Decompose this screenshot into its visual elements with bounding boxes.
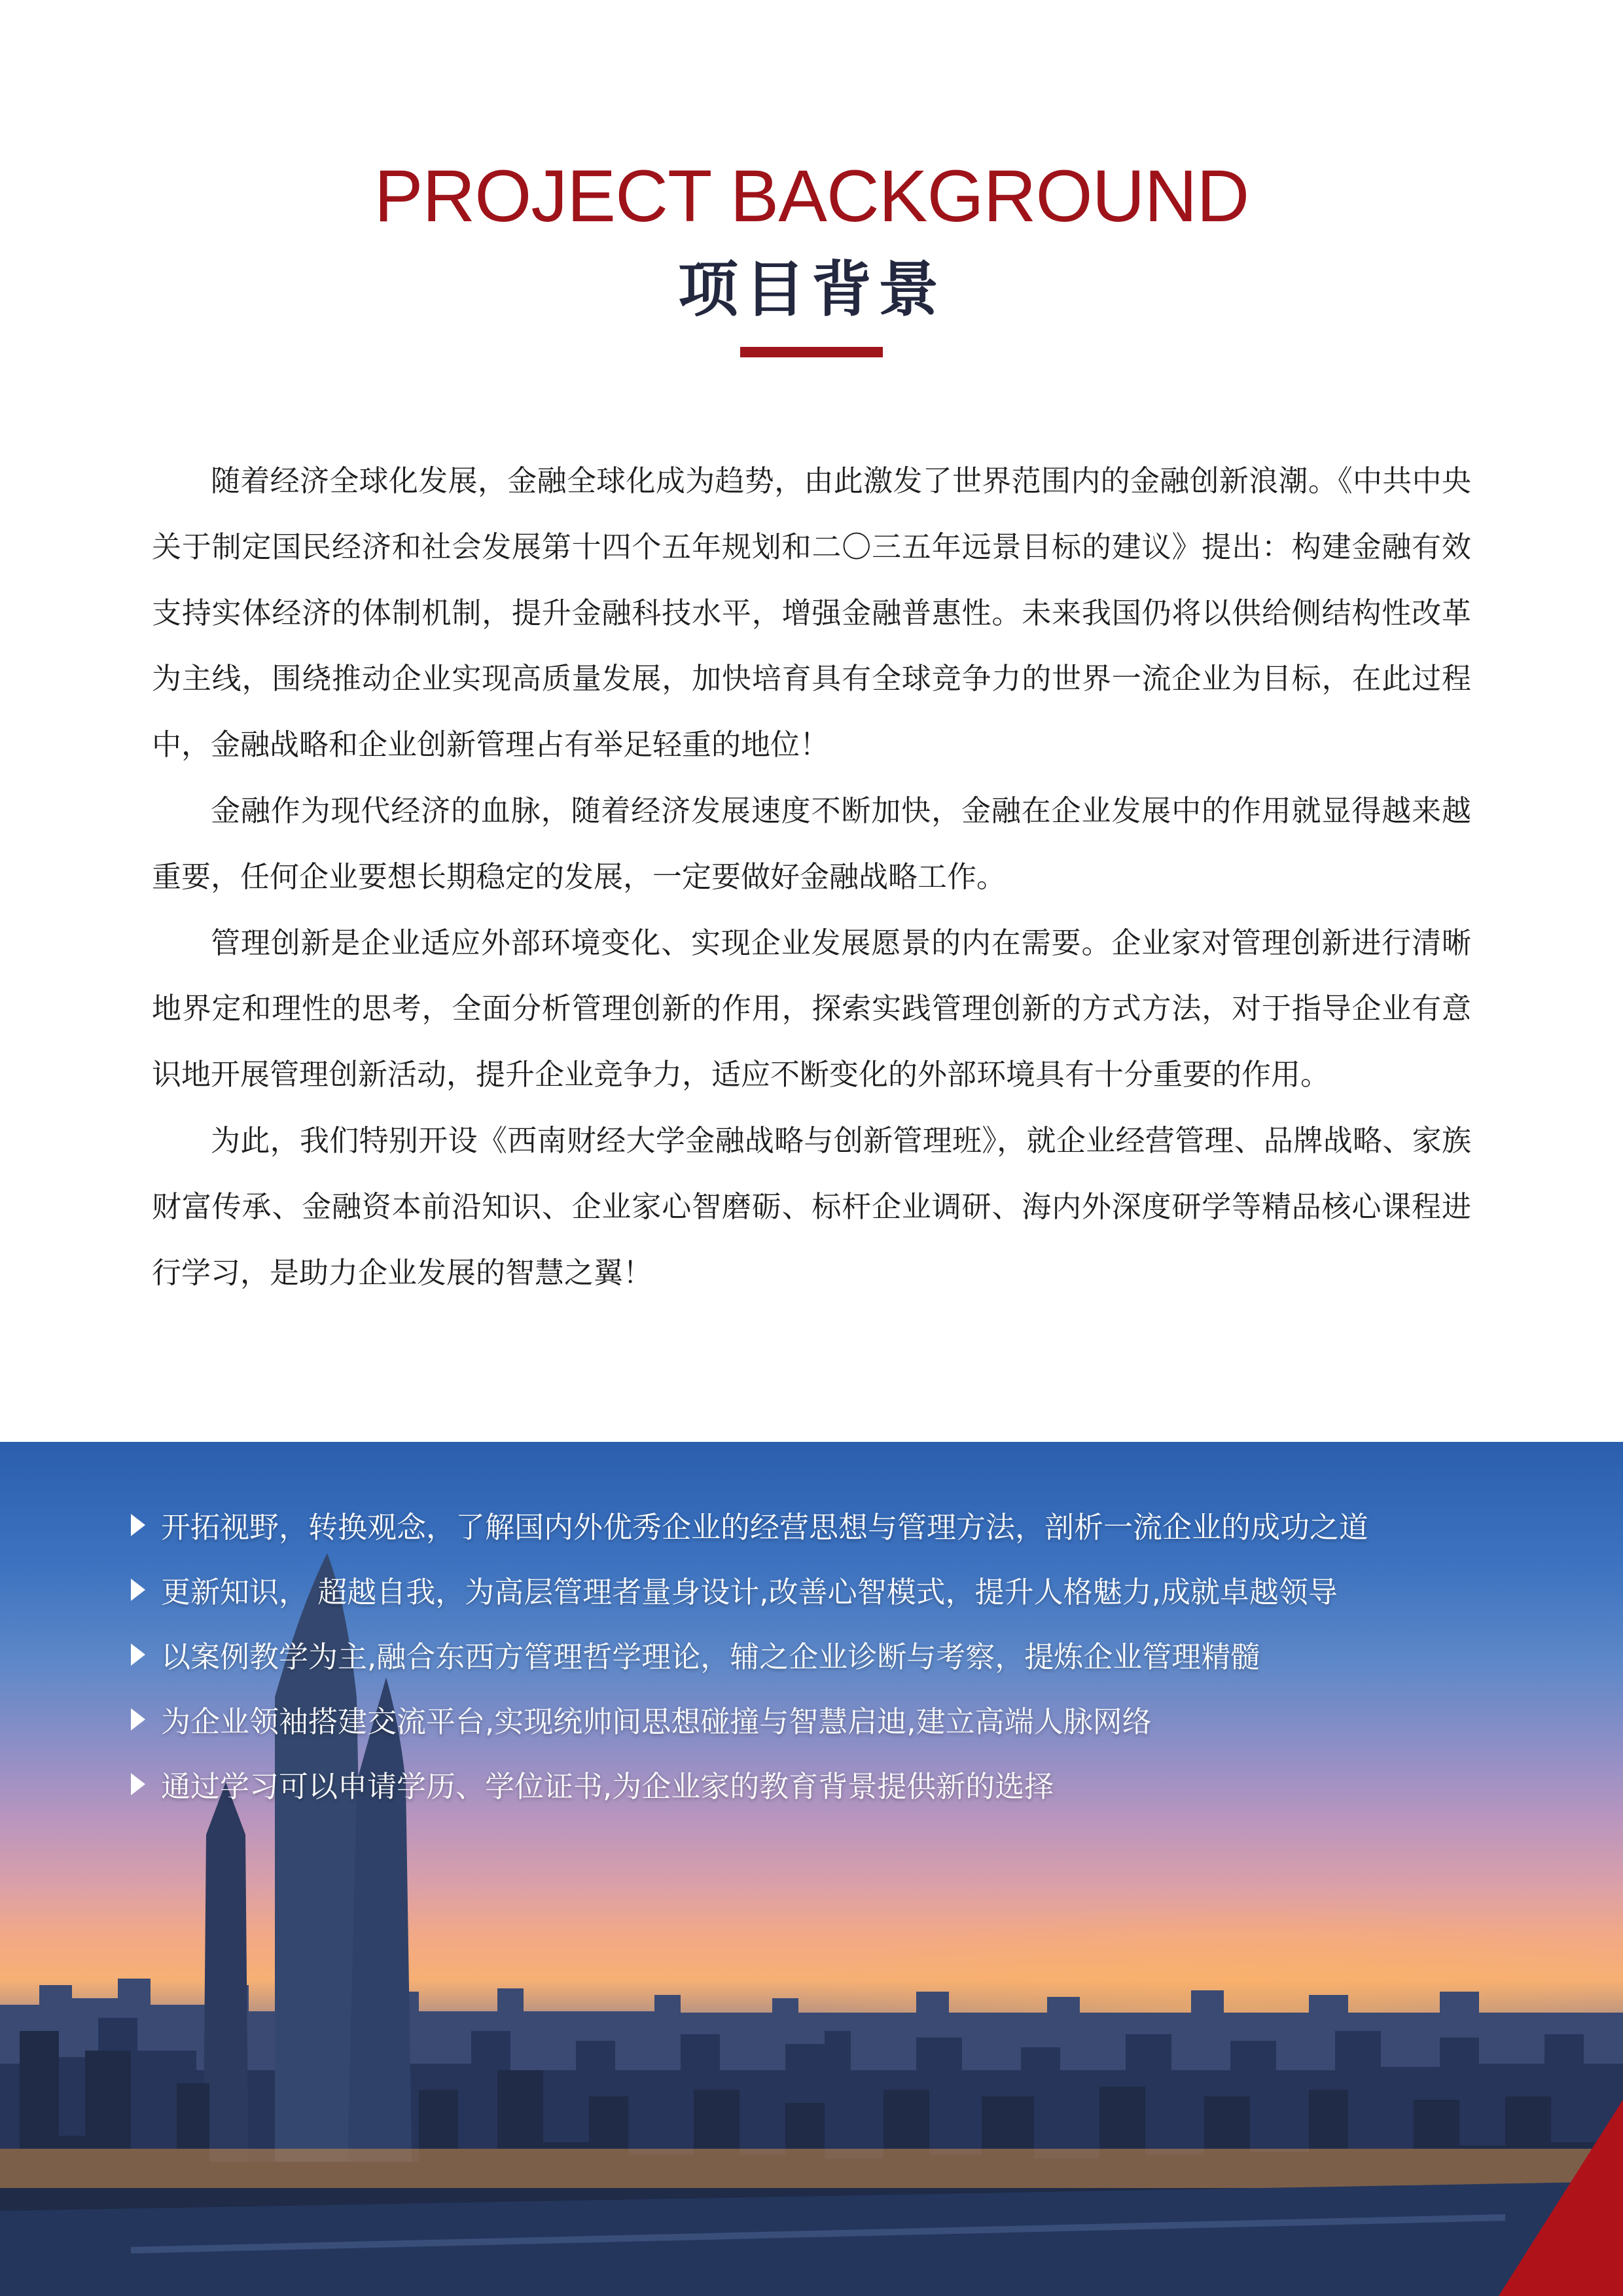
background-text: [152, 448, 1471, 1306]
list-item-text: 通过学习可以申请学历、学位证书,为企业家的教育背景提供新的选择: [161, 1769, 1054, 1804]
jinmao-tower: [203, 1782, 249, 2195]
list-item-text: 更新知识， 超越自我，为高层管理者量身设计,改善心智模式，提升人格魅力,成就卓越领导: [161, 1575, 1338, 1609]
triangle-bullet-icon: [131, 1773, 145, 1795]
list-item: [131, 1687, 1597, 1751]
list-item: [131, 1751, 1597, 1816]
city-lights: [0, 2149, 1623, 2188]
title-english: PROJECT BACKGROUND: [374, 155, 1249, 237]
list-item-text: 开拓视野，转换观念，了解国内外优秀企业的经营思想与管理方法，剖析一流企业的成功之道: [161, 1510, 1369, 1545]
paragraph-3: 管理创新是企业适应外部环境变化、实现企业发展愿景的内在需要。企业家对管理创新进行清晰地界定和理性的思考，全面分析管理创新的作用，探索实践管理创新的方式方法，对于指导企业有意识地开展管理创新活动，提升企业竞争力，适应不断变化的外部环境具有十分重要的作用。: [152, 925, 1471, 1092]
list-item: [131, 1492, 1597, 1557]
paragraph-2: 金融作为现代经济的血脉，随着经济发展速度不断加快，金融在企业发展中的作用就显得越来越重要，任何企业要想长期稳定的发展，一定要做好金融战略工作。: [152, 793, 1471, 894]
list-item: [131, 1622, 1597, 1687]
triangle-bullet-icon: [131, 1708, 145, 1731]
paragraph-4: 为此，我们特别开设《西南财经大学金融战略与创新管理班》，就企业经营管理、品牌战略、家族财富传承、金融资本前沿知识、企业家心智磨砺、标杆企业调研、海内外深度研学等精品核心课程进行学习，是助力企业发展的智慧之翼！: [152, 1122, 1471, 1290]
corner-accent: [1499, 2100, 1623, 2296]
list-item-text: 以案例教学为主,融合东西方管理哲学理论，辅之企业诊断与考察，提炼企业管理精髓: [161, 1640, 1260, 1674]
triangle-bullet-icon: [131, 1514, 145, 1536]
list-item-text: 为企业领袖搭建交流平台,实现统帅间思想碰撞与智慧启迪,建立高端人脉网络: [161, 1704, 1152, 1739]
paragraph-1: 随着经济全球化发展，金融全球化成为趋势，由此激发了世界范围内的金融创新浪潮。《中共中央关于制定国民经济和社会发展第十四个五年规划和二〇三五年远景目标的建议》提出：构建金融有效支持实体经济的体制机制，提升金融科技水平，增强金融普惠性。未来我国仍将以供给侧结构性改革为主线，围绕推动企业实现高质量发展，加快培育具有全球竞争力的世界一流企业为目标，在此过程中，金融战略和企业创新管理占有举足轻重的地位！: [152, 463, 1471, 762]
page-header: [0, 151, 1623, 357]
triangle-bullet-icon: [131, 1643, 145, 1666]
title-chinese: 项目背景: [677, 255, 945, 325]
list-item: [131, 1557, 1597, 1622]
title-underline: [740, 347, 883, 357]
highlight-list: [131, 1492, 1597, 1816]
triangle-bullet-icon: [131, 1579, 145, 1601]
